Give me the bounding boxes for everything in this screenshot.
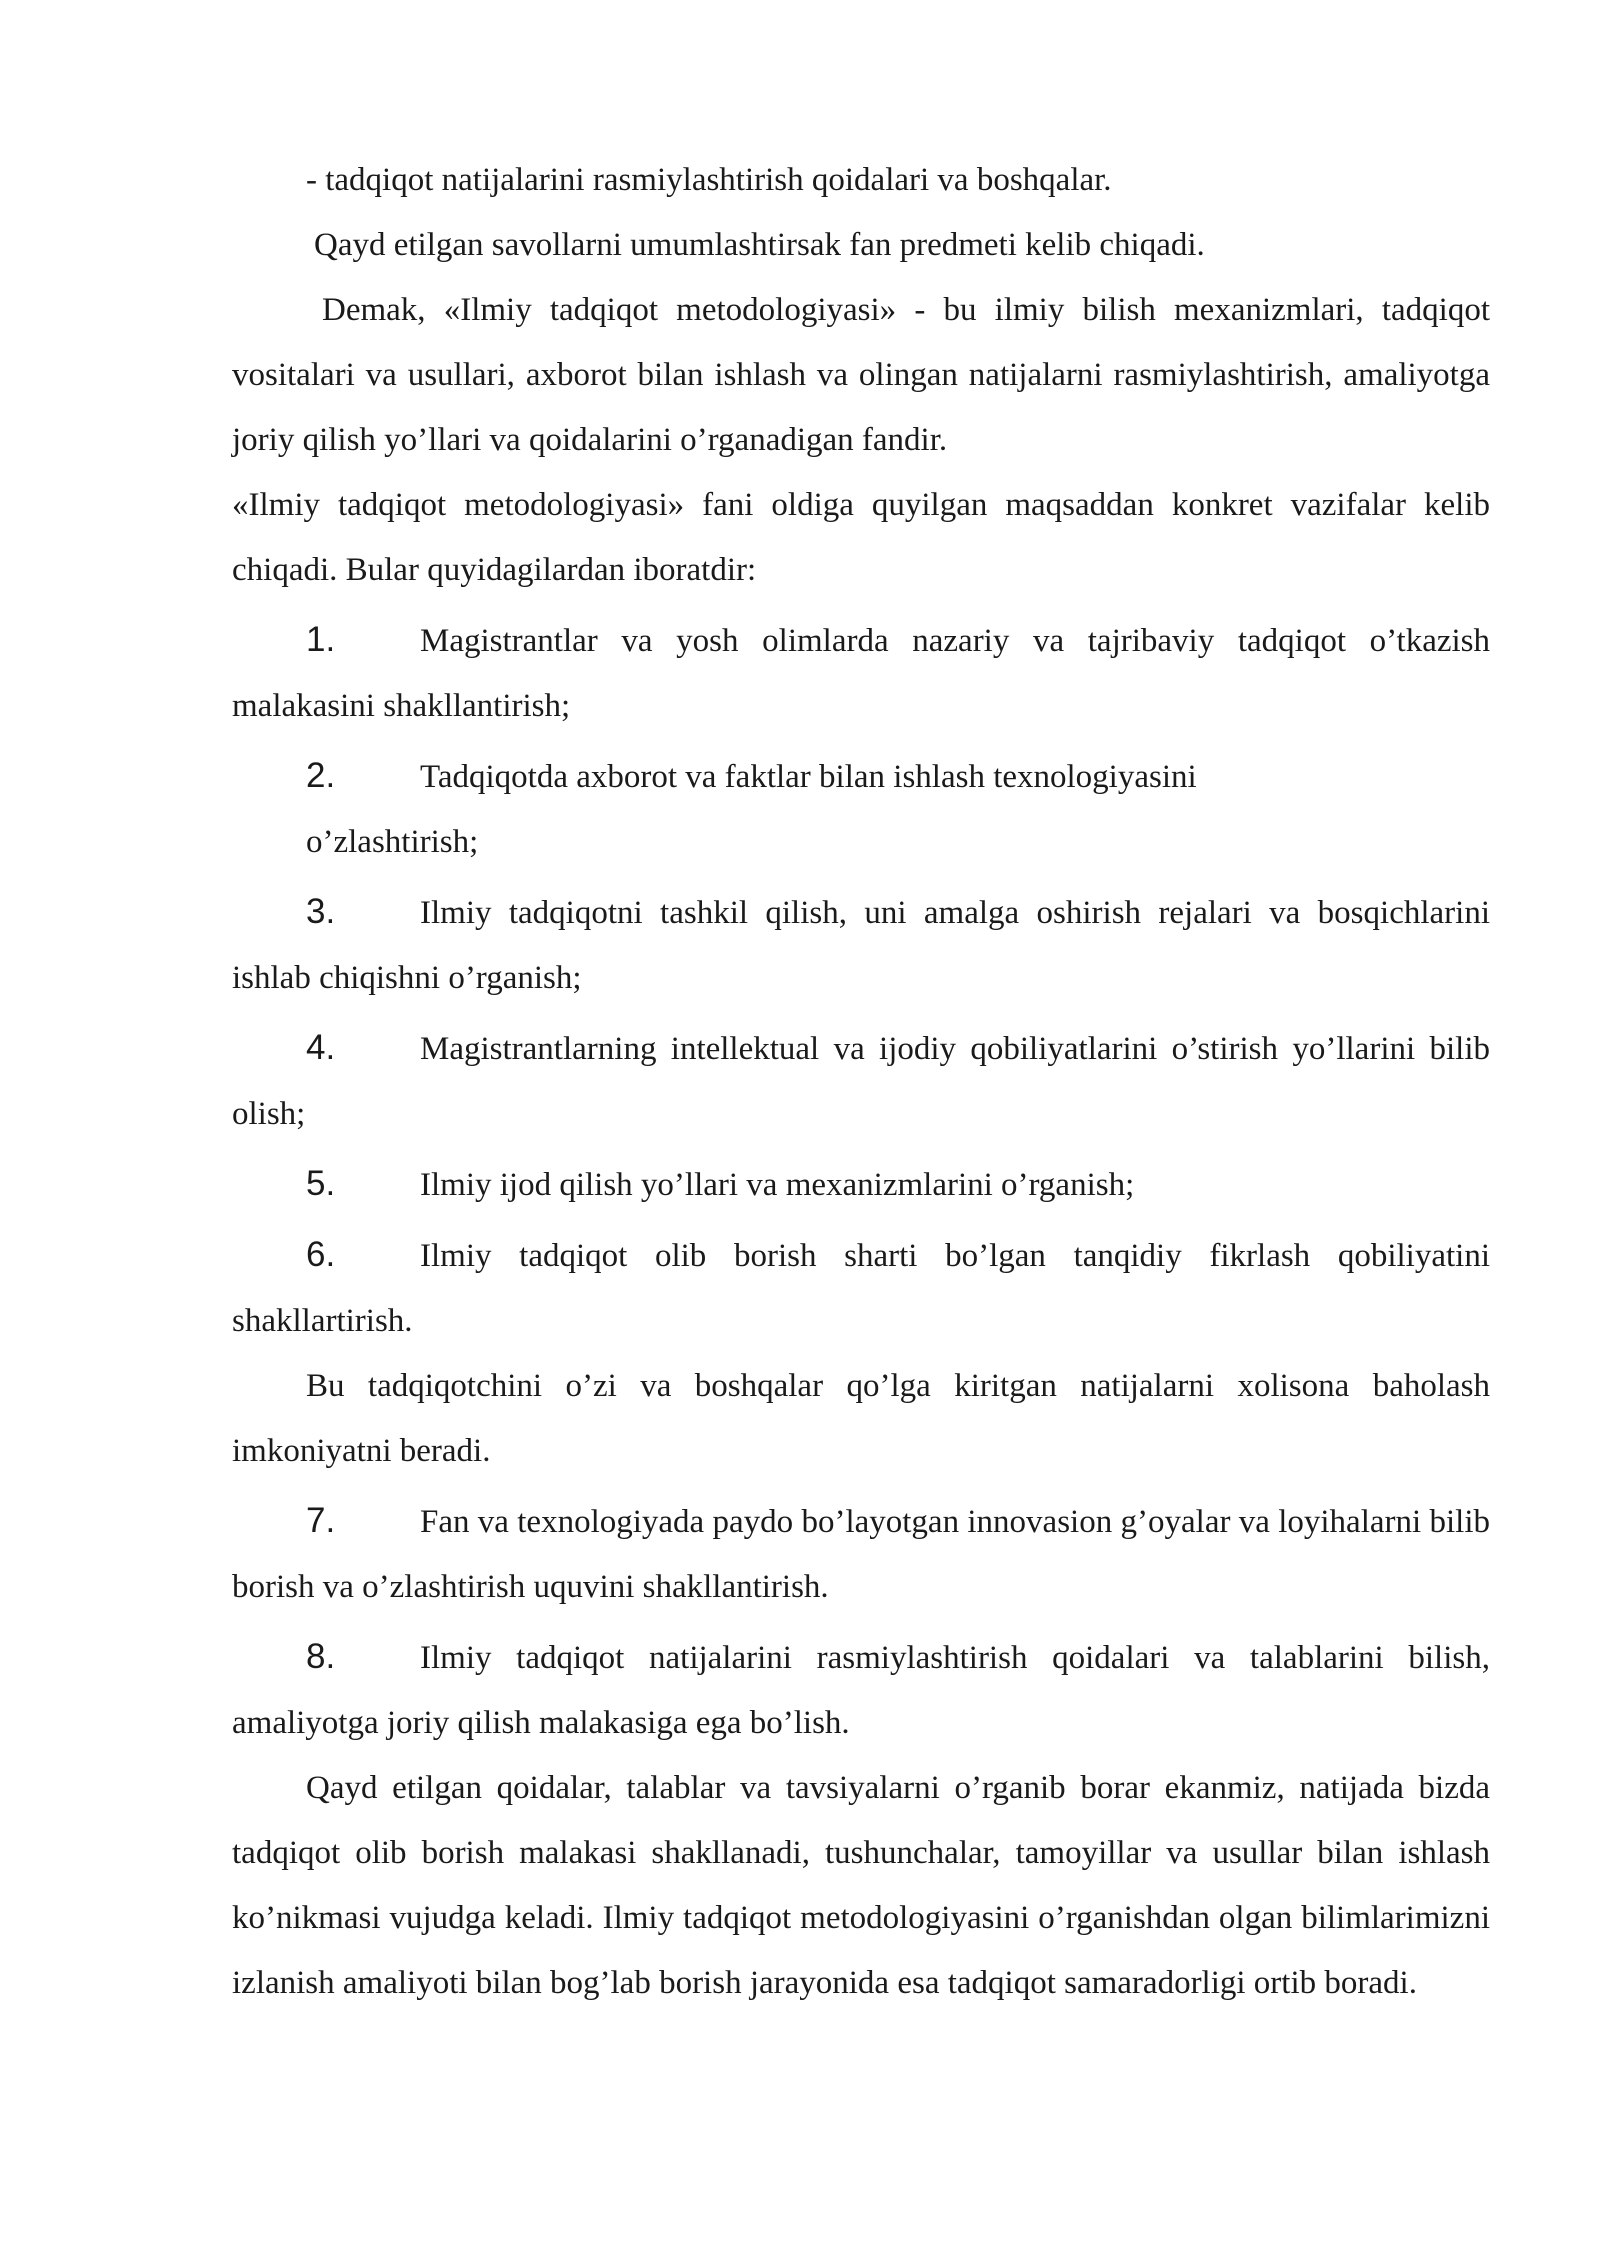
list-text: Tadqiqotda axborot va faktlar bilan ishlash texnologiyasini — [420, 759, 1197, 795]
list-text: Fan va texnologiyada paydo bo’layotgan innovasion g’oyalar va loyihalarni bilib borish va o’zlashtirish uquvini shakllantirish. — [232, 1504, 1490, 1605]
list-item — [232, 1222, 1490, 1354]
paragraph-summary: Qayd etilgan savollarni umumlashtirsak fan predmeti kelib chiqadi. — [314, 227, 1205, 263]
list-number: 6. — [306, 1235, 336, 1274]
list-number: 3. — [306, 892, 336, 931]
list-item — [232, 1015, 1490, 1147]
list-number: 7. — [306, 1501, 336, 1540]
list-number: 2. — [306, 756, 336, 795]
list-text: Magistrantlar va yosh olimlarda nazariy va tajribaviy tadqiqot o’tkazish malakasini shakllantirish; — [232, 623, 1490, 724]
paragraph-intro-dash: - tadqiqot natijalarini rasmiylashtirish qoidalari va boshqalar. — [306, 162, 1112, 198]
list-text: Ilmiy tadqiqotni tashkil qilish, uni amalga oshirish rejalari va bosqichlarini ishlab chiqishni o’rganish; — [232, 895, 1490, 996]
list-text: Ilmiy tadqiqot olib borish sharti bo’lgan tanqidiy fikrlash qobiliyatini shakllartirish. — [232, 1238, 1490, 1339]
list-number: 8. — [306, 1637, 336, 1676]
list-item — [232, 607, 1490, 739]
list-item — [232, 1488, 1490, 1620]
list-item-continuation: o’zlashtirish; — [306, 824, 479, 860]
document-page — [232, 148, 1490, 2016]
paragraph-conclusion: Qayd etilgan qoidalar, talablar va tavsiyalarni o’rganib borar ekanmiz, natijada bizda tadqiqot olib borish malakasi shakllanadi, tushunchalar, tamoyillar va usullar bilan ishlash ko’nikmasi vujudga keladi. Ilmiy tadqiqot metodologiyasini o’rganishdan olgan bilimlarimizni izlanish amaliyoti bilan bog’lab borish jarayonida esa tadqiqot samaradorligi ortib boradi. — [232, 1770, 1490, 2001]
list-text: Ilmiy ijod qilish yo’llari va mexanizmlarini o’rganish; — [420, 1167, 1135, 1203]
paragraph-evaluation: Bu tadqiqotchini o’zi va boshqalar qo’lga kiritgan natijalarni xolisona baholash imkoniyatni beradi. — [232, 1368, 1490, 1469]
list-item — [232, 1151, 1490, 1218]
list-text: Magistrantlarning intellektual va ijodiy qobiliyatlarini o’stirish yo’llarini bilib olish; — [232, 1031, 1490, 1132]
list-number: 5. — [306, 1164, 336, 1203]
list-item — [232, 879, 1490, 1011]
paragraph-tasks-intro: «Ilmiy tadqiqot metodologiyasi» fani oldiga quyilgan maqsaddan konkret vazifalar kelib chiqadi. Bular quyidagilardan iboratdir: — [232, 487, 1490, 588]
list-number: 1. — [306, 620, 336, 659]
paragraph-definition: Demak, «Ilmiy tadqiqot metodologiyasi» - bu ilmiy bilish mexanizmlari, tadqiqot vositalari va usullari, axborot bilan ishlash va olingan natijalarni rasmiylashtirish, amaliyotga joriy qilish yo’llari va qoidalarini o’rganadigan fandir. — [232, 292, 1490, 458]
list-number: 4. — [306, 1028, 336, 1067]
list-item — [232, 743, 1490, 810]
list-text: Ilmiy tadqiqot natijalarini rasmiylashtirish qoidalari va talablarini bilish, amaliyotga joriy qilish malakasiga ega bo’lish. — [232, 1640, 1490, 1741]
list-item — [232, 1624, 1490, 1756]
